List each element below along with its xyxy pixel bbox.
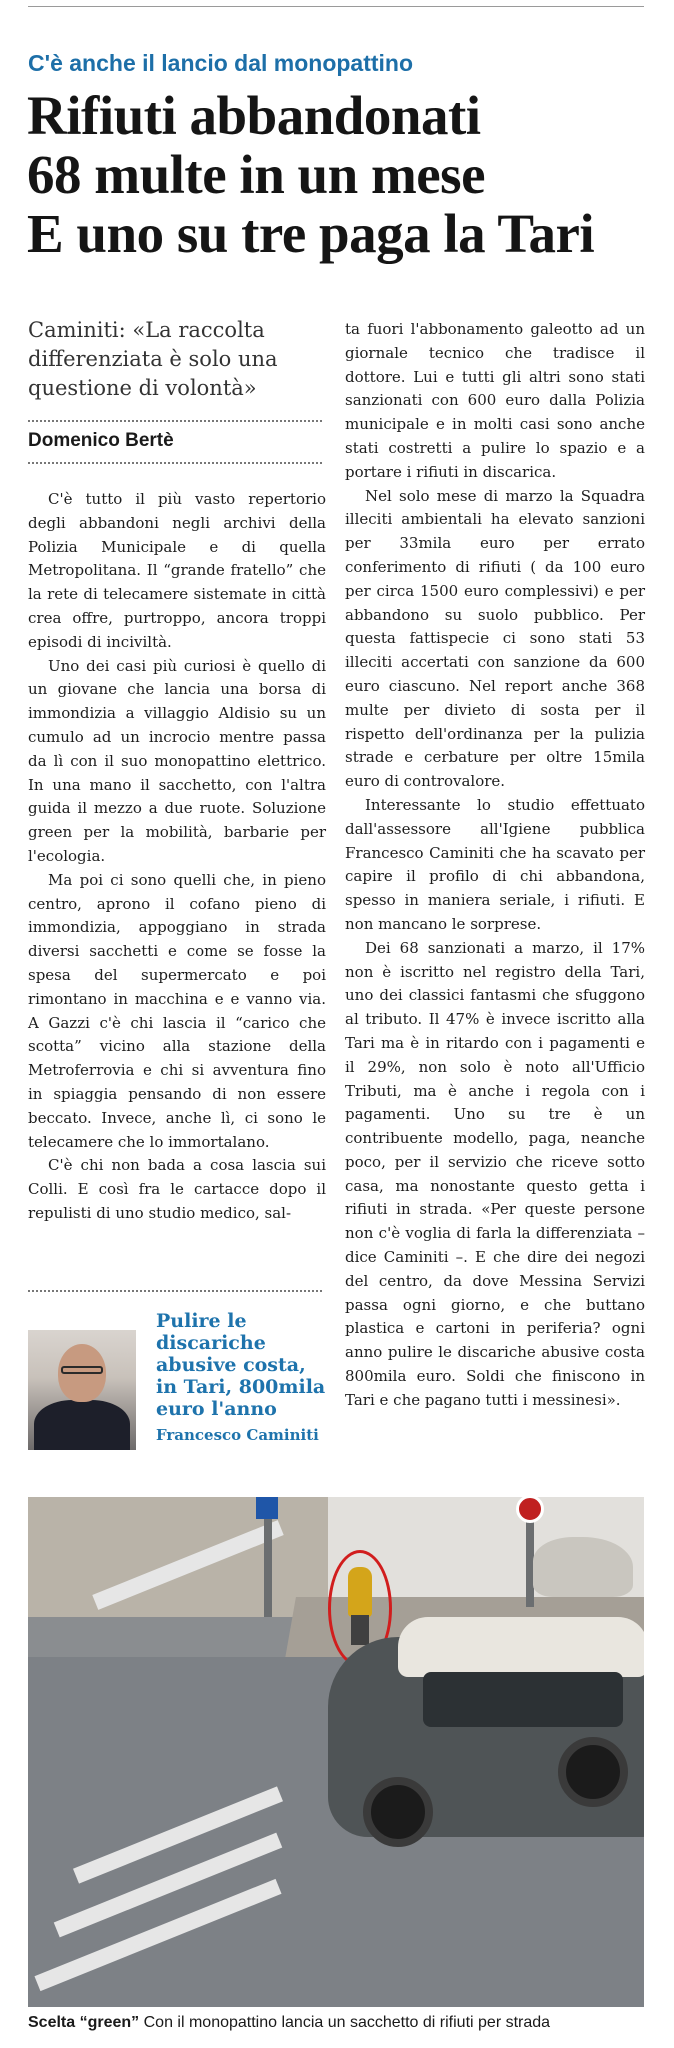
byline: Domenico Bertè	[28, 430, 174, 451]
photo-caption	[28, 2014, 648, 2032]
paragraph: ta fuori l'abbonamento galeotto ad un giornale tecnico che tradisce il dottore. Lui e tutti gli altri sono stati sanzionati con 600 euro dalla Polizia municipale e in molti casi sono anche stati costretti a pulire lo spazio e a portare i rifiuti in discarica.	[345, 320, 645, 481]
byline-divider	[28, 462, 322, 464]
headline-line-3: E uno su tre paga la Tari	[27, 203, 595, 264]
photo-car-roof	[398, 1617, 644, 1677]
quote-divider	[28, 1290, 322, 1292]
paragraph: Nel solo mese di marzo la Squadra illeciti ambientali ha elevato sanzioni per 33mila euro per errato conferimento di rifiuti ( da 100 euro per circa 1500 euro complessivi) e per abbandono su suolo pubblico. Per questa fattispecie ci sono stati 53 illeciti accertati con sanzione da 600 euro ciascuno. Nel report anche 368 multe per divieto di sosta per il rispetto dell'ordinanza per la pulizia strade e cerbature per oltre 15mila euro di controvalore.	[345, 486, 645, 791]
headline	[27, 86, 657, 263]
top-rule	[28, 6, 644, 7]
headline-line-1: Rifiuti abbandonati	[27, 85, 481, 146]
paragraph: Dei 68 sanzionati a marzo, il 17% non è iscritto nel registro della Tari, uno dei classici fantasmi che sfuggono al tributo. Il 47% è invece iscritto alla Tari ma è in ritardo con i pagamenti e il 29%, non solo è noto all'Ufficio Tributi, ma è anche i regola con i pagamenti. Uno su tre è un contribuente modello, paga, neanche poco, per il servizio che riceve sotto casa, ma nonostante questo getta i rifiuti in strada. «Per queste persone non c'è voglia di farla la differenziata – dice Caminiti –. E che dire dei negozi del centro, da dove Messina Servizi passa ogni giorno, e che buttano plastica e cartoni in periferia? ogni anno pulire le discariche abusive costa 800mila euro. Soldi che finiscono in Tari e che pagano tutti i messinesi».	[345, 938, 645, 1409]
portrait-glasses	[61, 1366, 103, 1374]
deck-divider	[28, 420, 322, 422]
portrait-photo	[28, 1330, 136, 1450]
photo-car-window	[423, 1672, 623, 1727]
photo-car-wheel	[363, 1777, 433, 1847]
portrait-body	[34, 1400, 130, 1450]
photo-trash-pile	[533, 1537, 633, 1597]
pull-quote-author: Francesco Caminiti	[156, 1426, 319, 1444]
photo-sidewalk-left	[28, 1497, 328, 1617]
pull-quote	[28, 1296, 328, 1456]
pull-quote-text: Pulire le discariche abusive costa, in Tari, 800mila euro l'anno	[156, 1310, 326, 1420]
paragraph: Ma poi ci sono quelli che, in pieno centro, aprono il cofano pieno di immondizia, appoggiano in strada diversi sacchetti e come se fosse la spesa del supermercato e poi rimontano in macchina e e vanno via. A Gazzi c'è chi lascia il “carico che scotta” vicino alla stazione della Metroferrovia e chi si avventura fino in spiaggia pensando di non essere beccato. Invece, anche lì, ci sono le telecamere che lo immortalano.	[28, 870, 326, 1151]
photo-blue-sign	[256, 1497, 278, 1519]
paragraph: Uno dei casi più curiosi è quello di un giovane che lancia una borsa di immondizia a villaggio Aldisio su un cumulo ad un incrocio mentre passa da lì con il suo monopattino elettrico. In una mano il sacchetto, con l'altra guida il mezzo a due ruote. Soluzione green per la mobilità, barbarie per l'ecologia.	[28, 656, 326, 865]
paragraph: C'è tutto il più vasto repertorio degli abbandoni negli archivi della Polizia Municipale e di quella Metropolitana. Il “grande fratello” che la rete di telecamere sistemate in città crea offre, purtroppo, ancora troppi episodi di inciviltà.	[28, 490, 326, 651]
deck: Caminiti: «La raccolta differenziata è solo una questione di volontà»	[28, 318, 278, 400]
street-photo	[28, 1497, 644, 2007]
caption-text: Con il monopattino lancia un sacchetto di rifiuti per strada	[143, 2014, 551, 2031]
caption-lead: Scelta “green”	[28, 2014, 140, 2031]
kicker: C'è anche il lancio dal monopattino	[28, 50, 414, 76]
photo-car-wheel	[558, 1737, 628, 1807]
paragraph: C'è chi non bada a cosa lascia sui Colli. E così fra le cartacce dopo il repulisti di uno studio medico, sal-	[28, 1156, 326, 1222]
article-column-left	[28, 488, 326, 1226]
article-column-right	[345, 318, 645, 1413]
paragraph: Interessante lo studio effettuato dall'assessore all'Igiene pubblica Francesco Caminiti che ha scavato per capire il profilo di chi abbandona, spesso in maniera seriale, i rifiuti. E non mancano le sorprese.	[345, 795, 645, 933]
headline-line-2: 68 multe in un mese	[27, 144, 485, 205]
